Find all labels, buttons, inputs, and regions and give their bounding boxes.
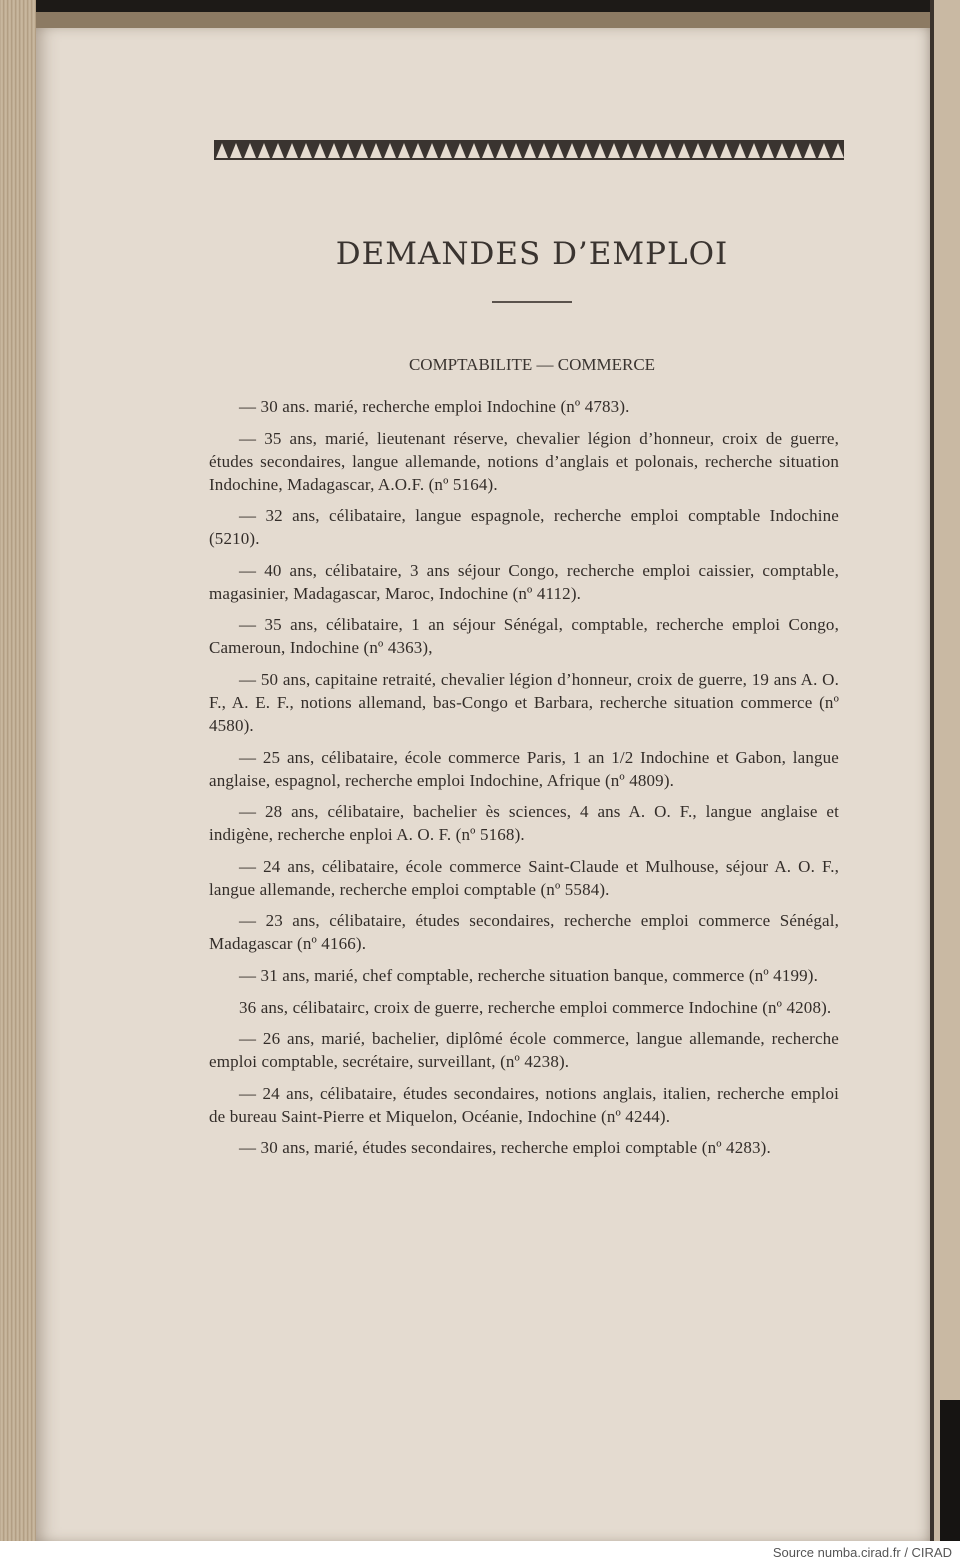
job-request-entry: — 40 ans, célibataire, 3 ans séjour Congo, recherche emploi caissier, comptable, magasinier, Madagascar, Maroc, Indochine (nº 4112). bbox=[209, 560, 839, 603]
job-request-entry: — 23 ans, célibataire, études secondaires, recherche emploi commerce Sénégal, Madagascar (nº 4166). bbox=[209, 911, 839, 954]
job-request-entry: — 32 ans, célibataire, langue espagnole, recherche emploi comptable Indochine (5210). bbox=[209, 506, 839, 549]
job-request-entry: — 31 ans, marié, chef comptable, recherche situation banque, commerce (nº 4199). bbox=[239, 965, 818, 985]
job-request-entry: — 30 ans, marié, études secondaires, recherche emploi comptable (nº 4283). bbox=[239, 1138, 771, 1158]
title-divider bbox=[492, 301, 572, 303]
source-credit: Source numba.cirad.fr / CIRAD bbox=[772, 1545, 952, 1560]
job-request-entry: — 25 ans, célibataire, école commerce Paris, 1 an 1/2 Indochine et Gabon, langue anglaise, espagnol, recherche emploi Indochine, Afrique (nº 4809). bbox=[209, 747, 839, 790]
job-request-entry: — 35 ans, marié, lieutenant réserve, chevalier légion d’honneur, croix de guerre, études secondaires, langue allemande, notions d’anglais et polonais, recherche situation Indochine, Madagascar, A.O.F. (nº 5164). bbox=[209, 428, 839, 494]
job-request-entry: — 26 ans, marié, bachelier, diplômé école commerce, langue allemande, recherche emploi comptable, secrétaire, surveillant, (nº 4238). bbox=[209, 1029, 839, 1072]
page-title: DEMANDES D’EMPLOI bbox=[335, 236, 729, 272]
job-request-entry: — 35 ans, célibataire, 1 an séjour Sénégal, comptable, recherche emploi Congo, Cameroun, Indochine (nº 4363), bbox=[209, 615, 839, 658]
job-request-entry: — 30 ans. marié, recherche emploi Indochine (nº 4783). bbox=[239, 397, 630, 416]
job-request-list bbox=[209, 395, 839, 1168]
book-top-edge bbox=[36, 0, 936, 30]
job-request-entry: 36 ans, célibatairc, croix de guerre, recherche emploi commerce Indochine (nº 4208). bbox=[239, 997, 832, 1017]
section-heading: COMPTABILITE — COMMERCE bbox=[408, 355, 656, 374]
job-request-entry: — 50 ans, capitaine retraité, chevalier légion d’honneur, croix de guerre, 19 ans A. O. F., A. E. F., notions allemand, bas-Congo et Barbara, recherche situation commerce (nº 4580). bbox=[209, 669, 839, 735]
book-page-edges-right bbox=[930, 0, 960, 1541]
job-request-entry: — 24 ans, célibataire, études secondaires, notions anglais, italien, recherche emploi de bureau Saint-Pierre et Miquelon, Océanie, Indochine (nº 4244). bbox=[209, 1083, 839, 1126]
book-page-edges-left bbox=[0, 0, 38, 1541]
job-request-entry: — 28 ans, célibataire, bachelier ès sciences, 4 ans A. O. F., langue anglaise et indigène, recherche enploi A. O. F. (nº 5168). bbox=[209, 802, 839, 845]
job-request-entry: — 24 ans, célibataire, école commerce Saint-Claude et Mulhouse, séjour A. O. F., langue allemande, recherche emploi comptable (nº 5584). bbox=[209, 856, 839, 899]
book-binding-tab bbox=[940, 1400, 960, 1541]
decorative-border-ornament bbox=[214, 134, 844, 164]
